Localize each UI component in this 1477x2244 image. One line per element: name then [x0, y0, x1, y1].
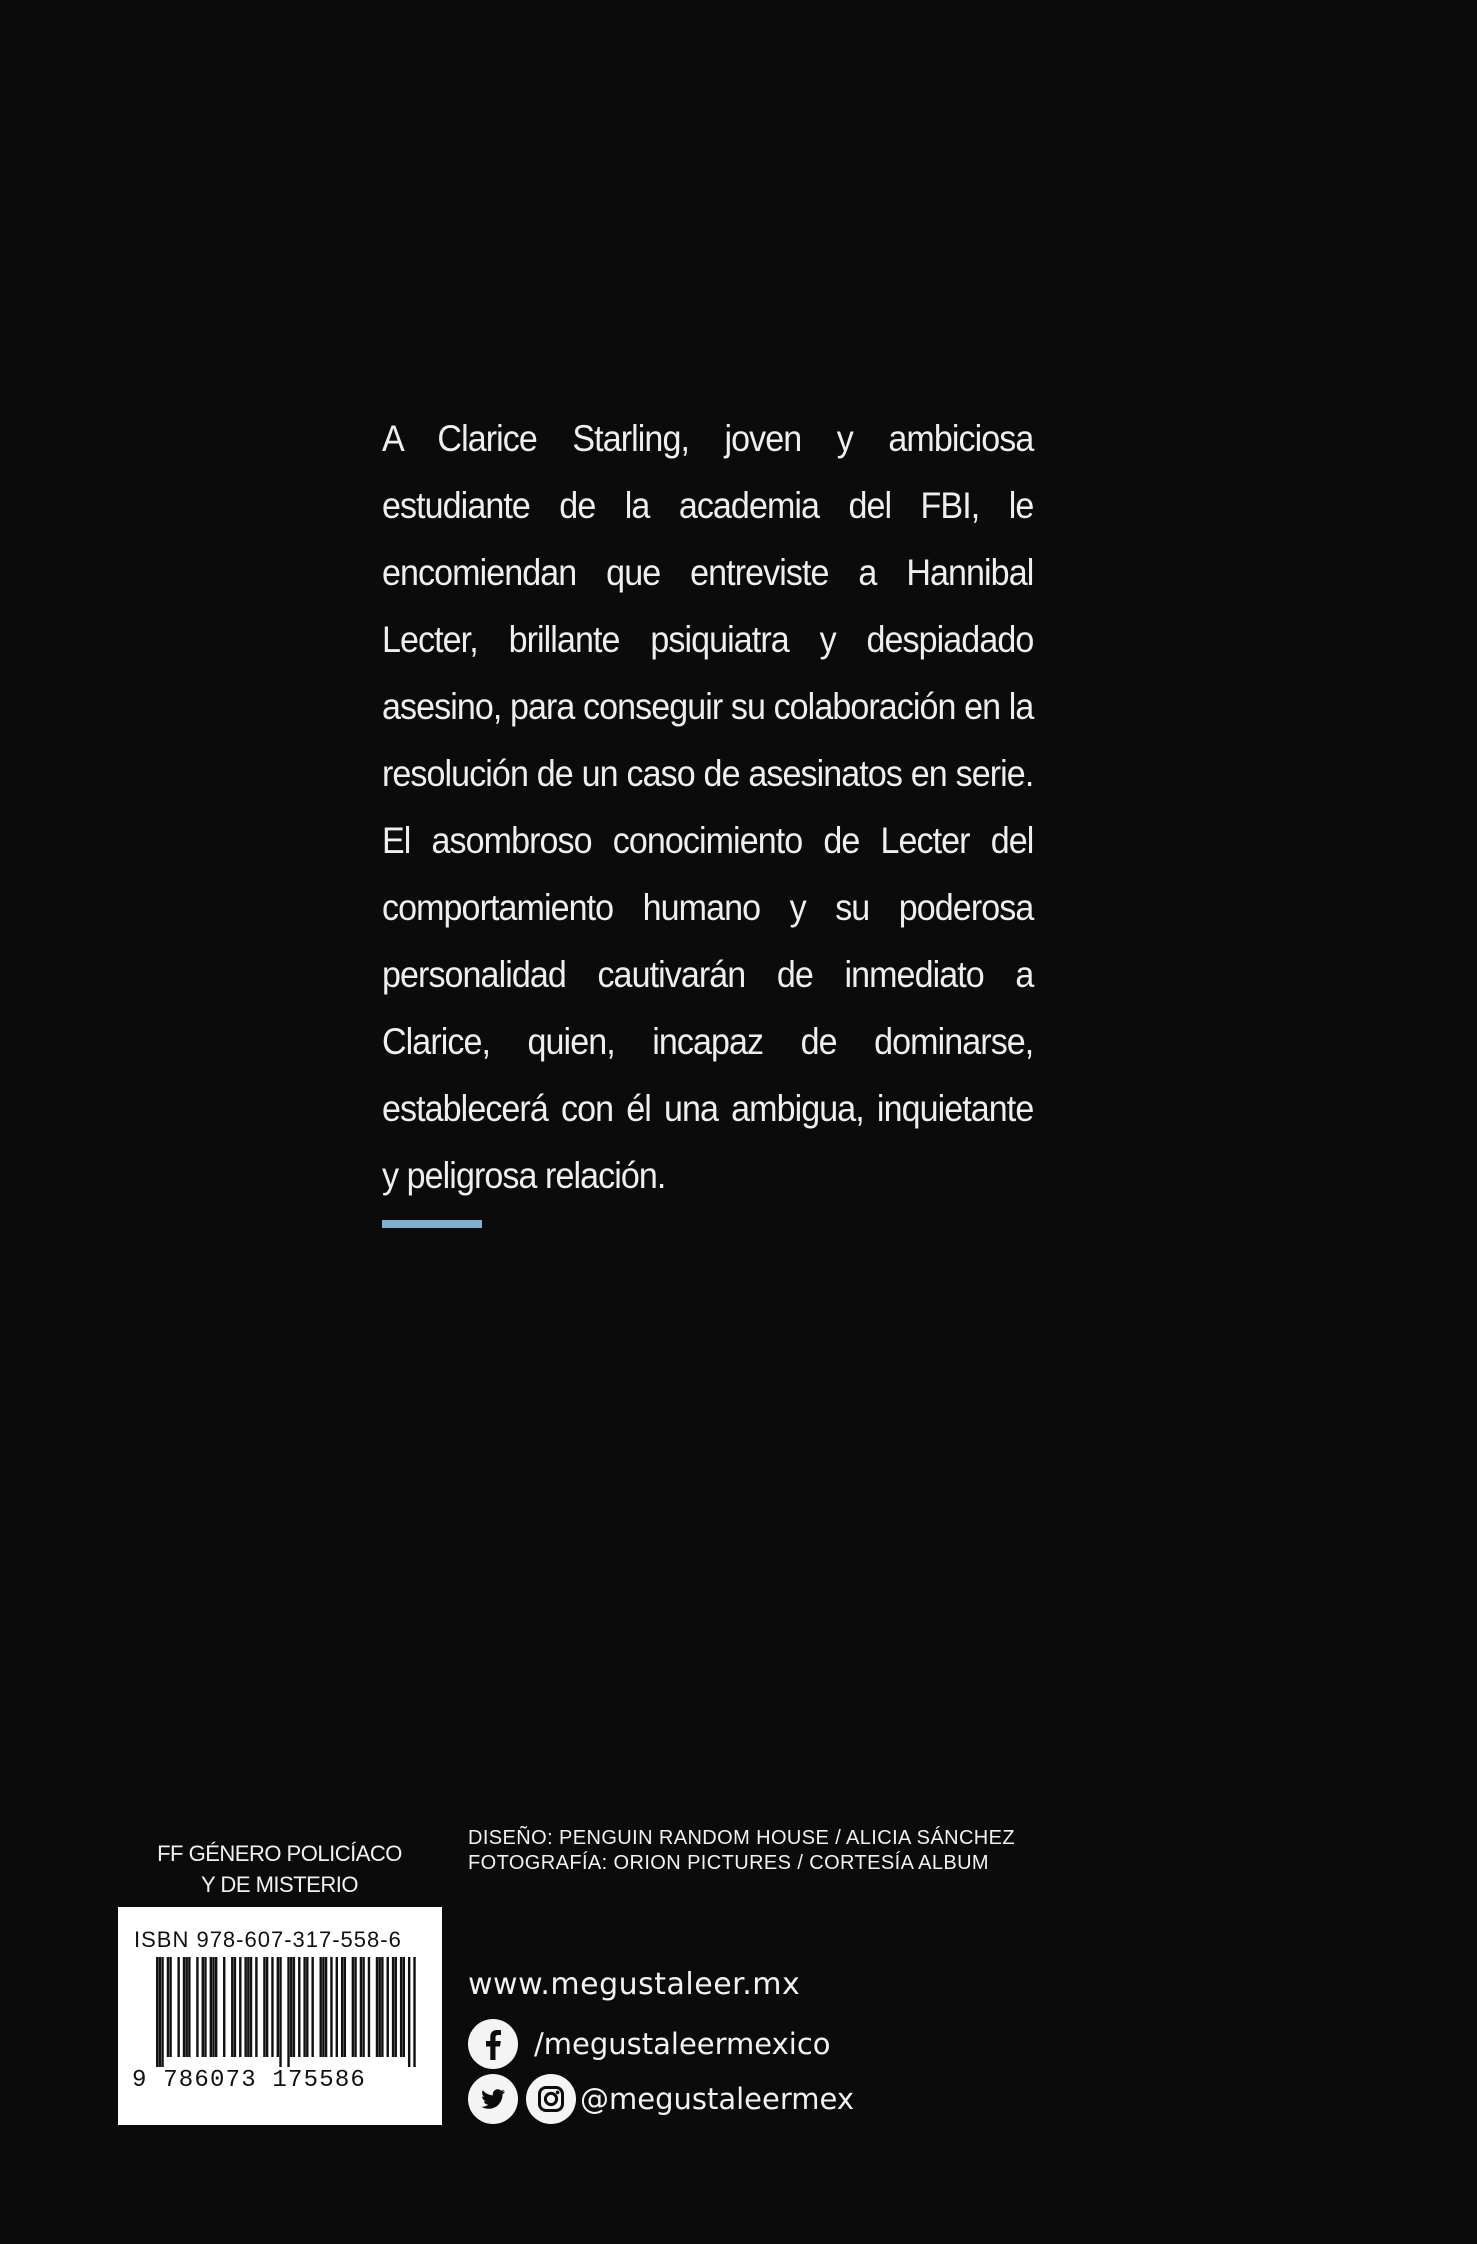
website-url[interactable]: www.megustaleer.mx: [468, 1967, 801, 2002]
genre-line-1: FF GÉNERO POLICÍACO: [157, 1841, 402, 1866]
barcode-bars: [156, 1957, 416, 2067]
photo-credit: FOTOGRAFÍA: ORION PICTURES / CORTESÍA ALBUM: [468, 1852, 989, 1874]
twitter-icon: [468, 2074, 518, 2124]
facebook-link[interactable]: [468, 2019, 831, 2069]
credits: [468, 1826, 1015, 1876]
isbn-barcode: [118, 1907, 442, 2125]
facebook-icon: [468, 2019, 518, 2069]
genre-label: [118, 1838, 441, 1900]
accent-divider: [382, 1220, 482, 1228]
book-synopsis: [382, 405, 1033, 1209]
social-handles-link[interactable]: [468, 2074, 854, 2124]
twitter-instagram-handle: @megustaleermex: [580, 2082, 855, 2116]
design-credit: DISEÑO: PENGUIN RANDOM HOUSE / ALICIA SÁNCHEZ: [468, 1827, 1015, 1849]
isbn-label: ISBN 978-607-317-558-6: [134, 1927, 402, 1952]
genre-line-2: Y DE MISTERIO: [201, 1872, 358, 1897]
instagram-icon: [526, 2074, 576, 2124]
barcode-digits: 9 786073 175586: [132, 2067, 367, 2094]
facebook-handle: /megustaleermexico: [534, 2027, 831, 2061]
synopsis-text: A Clarice Starling, joven y ambiciosa estudiante de la academia del FBI, le encomiendan que entreviste a Hannibal Lecter, brillante psiquiatra y despiadado asesino, para conseguir su colaboración en la resolución de un caso de asesinatos en serie. El asombroso conocimiento de Lecter del comportamiento humano y su poderosa personalidad cautivarán de inmediato a Clarice, quien, incapaz de dominarse, establecerá con él una ambigua, inquietante y peligrosa relación.: [382, 418, 1034, 1196]
